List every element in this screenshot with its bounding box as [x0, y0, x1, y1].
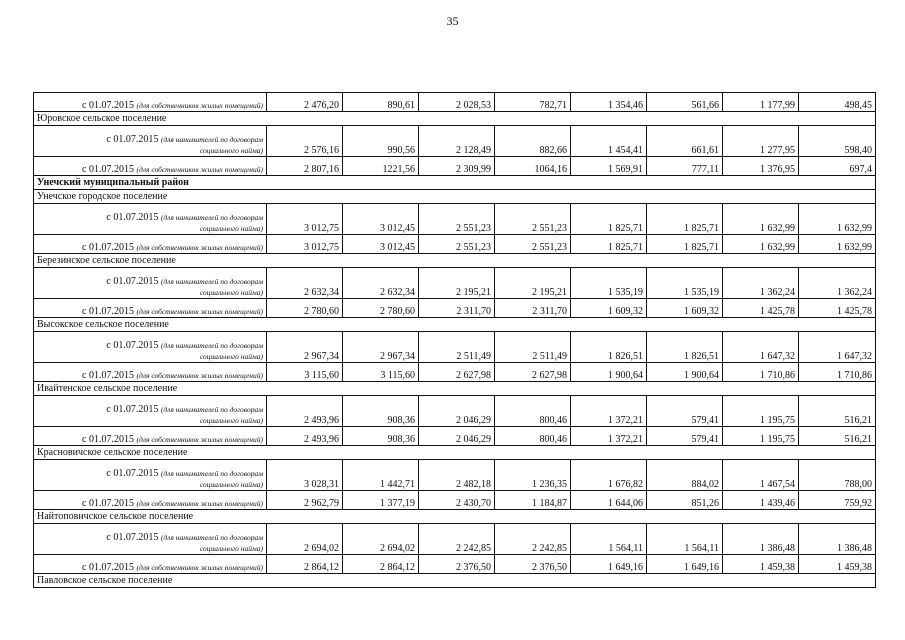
value-cell: 1 632,99 [799, 204, 876, 235]
district-title: Унечский муниципальный район [34, 176, 876, 190]
row-label-line1 [37, 532, 263, 543]
row-label [34, 524, 267, 555]
district-row [34, 176, 876, 190]
table-body [34, 93, 876, 588]
value-cell: 2 576,16 [267, 126, 343, 157]
table-row [34, 491, 876, 510]
table-row [34, 555, 876, 574]
table-row [34, 299, 876, 318]
value-cell: 2 807,16 [267, 157, 343, 176]
value-cell: 2 128,49 [419, 126, 495, 157]
row-label-date: с 01.07.2015 [106, 340, 159, 351]
value-cell: 1 459,38 [799, 555, 876, 574]
value-cell: 1 236,35 [495, 460, 571, 491]
value-cell: 1 609,32 [647, 299, 723, 318]
row-label-date: с 01.07.2015 [106, 532, 159, 543]
value-cell: 1 277,95 [723, 126, 799, 157]
value-cell: 2 864,12 [267, 555, 343, 574]
value-cell: 2 046,29 [419, 396, 495, 427]
value-cell: 3 115,60 [267, 363, 343, 382]
value-cell: 777,11 [647, 157, 723, 176]
value-cell: 598,40 [799, 126, 876, 157]
value-cell: 1 442,71 [343, 460, 419, 491]
table-row [34, 396, 876, 427]
row-label-note: (для собственников жилых помещений) [136, 243, 263, 252]
row-label-date: с 01.07.2015 [82, 434, 134, 445]
table-row [34, 524, 876, 555]
value-cell: 1 184,87 [495, 491, 571, 510]
value-cell: 1 362,24 [799, 268, 876, 299]
value-cell: 2 627,98 [419, 363, 495, 382]
table-row [34, 93, 876, 112]
value-cell: 3 012,75 [267, 204, 343, 235]
row-label-line1 [37, 468, 263, 479]
value-cell: 2 780,60 [267, 299, 343, 318]
row-label-note: (для нанимателей по договорам [160, 135, 263, 144]
value-cell: 2 694,02 [343, 524, 419, 555]
value-cell: 579,41 [647, 396, 723, 427]
row-label-note: (для собственников жилых помещений) [136, 563, 263, 572]
row-label [34, 93, 267, 112]
value-cell: 1 826,51 [647, 332, 723, 363]
value-cell: 851,26 [647, 491, 723, 510]
row-label [34, 460, 267, 491]
value-cell: 788,00 [799, 460, 876, 491]
row-label [34, 157, 267, 176]
value-cell: 2 632,34 [267, 268, 343, 299]
section-row [34, 254, 876, 268]
value-cell: 1 439,46 [723, 491, 799, 510]
value-cell: 3 012,45 [343, 235, 419, 254]
section-row [34, 574, 876, 588]
row-label-line1 [37, 404, 263, 415]
row-label-note: (для собственников жилых помещений) [136, 307, 263, 316]
section-row [34, 112, 876, 126]
value-cell: 2 476,20 [267, 93, 343, 112]
value-cell: 2 195,21 [419, 268, 495, 299]
row-label [34, 491, 267, 510]
value-cell: 1221,56 [343, 157, 419, 176]
page-number: 35 [446, 14, 459, 28]
value-cell: 1 425,78 [799, 299, 876, 318]
value-cell: 1 535,19 [647, 268, 723, 299]
table-row [34, 268, 876, 299]
row-label-note: (для собственников жилых помещений) [136, 101, 263, 110]
value-cell: 2 694,02 [267, 524, 343, 555]
value-cell: 1 632,99 [723, 235, 799, 254]
value-cell: 2 195,21 [495, 268, 571, 299]
value-cell: 2 551,23 [495, 235, 571, 254]
value-cell: 990,56 [343, 126, 419, 157]
section-row [34, 446, 876, 460]
row-label-note: (для собственников жилых помещений) [136, 371, 263, 380]
value-cell: 1 609,32 [571, 299, 647, 318]
row-label-note-cont: социального найма) [199, 352, 263, 361]
row-label-note-cont: социального найма) [199, 544, 263, 553]
value-cell: 908,36 [343, 396, 419, 427]
value-cell: 1 900,64 [571, 363, 647, 382]
row-label-date: с 01.07.2015 [82, 164, 134, 175]
row-label-note-cont: социального найма) [199, 480, 263, 489]
value-cell: 1 177,99 [723, 93, 799, 112]
value-cell: 2 311,70 [495, 299, 571, 318]
row-label-date: с 01.07.2015 [82, 562, 134, 573]
value-cell: 1 564,11 [571, 524, 647, 555]
value-cell: 2 376,50 [419, 555, 495, 574]
value-cell: 661,61 [647, 126, 723, 157]
value-cell: 890,61 [343, 93, 419, 112]
value-cell: 3 115,60 [343, 363, 419, 382]
value-cell: 2 511,49 [495, 332, 571, 363]
row-label-date: с 01.07.2015 [106, 134, 159, 145]
row-label [34, 555, 267, 574]
value-cell: 1064,16 [495, 157, 571, 176]
value-cell: 2 376,50 [495, 555, 571, 574]
value-cell: 1 386,48 [799, 524, 876, 555]
row-label [34, 332, 267, 363]
value-cell: 2 242,85 [495, 524, 571, 555]
row-label-note: (для нанимателей по договорам [160, 213, 263, 222]
row-label-date: с 01.07.2015 [106, 212, 159, 223]
value-cell: 1 564,11 [647, 524, 723, 555]
row-label-line1 [37, 340, 263, 351]
value-cell: 1 467,54 [723, 460, 799, 491]
value-cell: 2 967,34 [267, 332, 343, 363]
value-cell: 1 386,48 [723, 524, 799, 555]
value-cell: 2 311,70 [419, 299, 495, 318]
value-cell: 2 551,23 [419, 204, 495, 235]
value-cell: 2 967,34 [343, 332, 419, 363]
settlement-title: Ивайтенское сельское поселение [34, 382, 876, 396]
settlement-title: Унечское городское поселение [34, 190, 876, 204]
value-cell: 1 900,64 [647, 363, 723, 382]
row-label-line1 [37, 134, 263, 145]
section-row [34, 190, 876, 204]
value-cell: 882,66 [495, 126, 571, 157]
value-cell: 2 632,34 [343, 268, 419, 299]
value-cell: 1 362,24 [723, 268, 799, 299]
value-cell: 516,21 [799, 396, 876, 427]
row-label-note-cont: социального найма) [199, 146, 263, 155]
value-cell: 1 195,75 [723, 427, 799, 446]
table-row [34, 332, 876, 363]
settlement-title: Павловское сельское поселение [34, 574, 876, 588]
value-cell: 2 430,70 [419, 491, 495, 510]
value-cell: 800,46 [495, 427, 571, 446]
row-label-date: с 01.07.2015 [106, 276, 159, 287]
value-cell: 908,36 [343, 427, 419, 446]
row-label [34, 204, 267, 235]
row-label-date: с 01.07.2015 [82, 100, 134, 111]
value-cell: 2 242,85 [419, 524, 495, 555]
value-cell: 759,92 [799, 491, 876, 510]
value-cell: 2 864,12 [343, 555, 419, 574]
value-cell: 1 825,71 [647, 235, 723, 254]
row-label-note: (для собственников жилых помещений) [136, 435, 263, 444]
section-row [34, 510, 876, 524]
settlement-title: Высокское сельское поселение [34, 318, 876, 332]
value-cell: 1 644,06 [571, 491, 647, 510]
value-cell: 1 647,32 [799, 332, 876, 363]
row-label-note: (для нанимателей по договорам [160, 277, 263, 286]
table-row [34, 427, 876, 446]
value-cell: 1 676,82 [571, 460, 647, 491]
value-cell: 498,45 [799, 93, 876, 112]
row-label-date: с 01.07.2015 [82, 306, 134, 317]
value-cell: 2 493,96 [267, 396, 343, 427]
settlement-title: Березинское сельское поселение [34, 254, 876, 268]
table-row [34, 460, 876, 491]
row-label-note: (для нанимателей по договорам [160, 405, 263, 414]
row-label [34, 299, 267, 318]
table-row [34, 204, 876, 235]
row-label [34, 363, 267, 382]
row-label [34, 268, 267, 299]
row-label-date: с 01.07.2015 [82, 498, 134, 509]
value-cell: 1 825,71 [647, 204, 723, 235]
value-cell: 1 647,32 [723, 332, 799, 363]
value-cell: 1 826,51 [571, 332, 647, 363]
value-cell: 1 377,19 [343, 491, 419, 510]
row-label-note-cont: социального найма) [199, 288, 263, 297]
value-cell: 1 372,21 [571, 396, 647, 427]
row-label-date: с 01.07.2015 [106, 468, 159, 479]
table-row [34, 235, 876, 254]
value-cell: 2 511,49 [419, 332, 495, 363]
settlement-title: Юровское сельское поселение [34, 112, 876, 126]
value-cell: 1 454,41 [571, 126, 647, 157]
value-cell: 1 825,71 [571, 235, 647, 254]
value-cell: 1 425,78 [723, 299, 799, 318]
value-cell: 2 309,99 [419, 157, 495, 176]
value-cell: 2 482,18 [419, 460, 495, 491]
row-label [34, 126, 267, 157]
value-cell: 1 372,21 [571, 427, 647, 446]
value-cell: 2 627,98 [495, 363, 571, 382]
value-cell: 697,4 [799, 157, 876, 176]
row-label-note: (для нанимателей по договорам [160, 341, 263, 350]
value-cell: 2 551,23 [495, 204, 571, 235]
value-cell: 516,21 [799, 427, 876, 446]
row-label-note: (для собственников жилых помещений) [136, 499, 263, 508]
row-label [34, 235, 267, 254]
row-label-date: с 01.07.2015 [82, 242, 134, 253]
value-cell: 561,66 [647, 93, 723, 112]
value-cell: 1 632,99 [723, 204, 799, 235]
value-cell: 1 710,86 [723, 363, 799, 382]
section-row [34, 382, 876, 396]
row-label-note-cont: социального найма) [199, 224, 263, 233]
tariff-table [33, 92, 876, 588]
value-cell: 884,02 [647, 460, 723, 491]
value-cell: 1 354,46 [571, 93, 647, 112]
value-cell: 2 028,53 [419, 93, 495, 112]
value-cell: 2 493,96 [267, 427, 343, 446]
row-label-date: с 01.07.2015 [106, 404, 159, 415]
row-label-note-cont: социального найма) [199, 416, 263, 425]
row-label-line1 [37, 212, 263, 223]
row-label-date: с 01.07.2015 [82, 370, 134, 381]
value-cell: 3 012,45 [343, 204, 419, 235]
value-cell: 1 459,38 [723, 555, 799, 574]
value-cell: 1 825,71 [571, 204, 647, 235]
row-label-note: (для нанимателей по договорам [160, 533, 263, 542]
value-cell: 3 028,31 [267, 460, 343, 491]
row-label-line1 [37, 276, 263, 287]
table-row [34, 126, 876, 157]
value-cell: 782,71 [495, 93, 571, 112]
value-cell: 2 551,23 [419, 235, 495, 254]
value-cell: 2 780,60 [343, 299, 419, 318]
settlement-title: Красновичское сельское поселение [34, 446, 876, 460]
row-label [34, 427, 267, 446]
value-cell: 1 710,86 [799, 363, 876, 382]
settlement-title: Найтоповичское сельское поселение [34, 510, 876, 524]
value-cell: 1 376,95 [723, 157, 799, 176]
value-cell: 1 632,99 [799, 235, 876, 254]
value-cell: 1 535,19 [571, 268, 647, 299]
section-row [34, 318, 876, 332]
value-cell: 1 649,16 [647, 555, 723, 574]
value-cell: 1 649,16 [571, 555, 647, 574]
value-cell: 3 012,75 [267, 235, 343, 254]
value-cell: 800,46 [495, 396, 571, 427]
value-cell: 1 569,91 [571, 157, 647, 176]
value-cell: 1 195,75 [723, 396, 799, 427]
table-row [34, 157, 876, 176]
row-label-note: (для собственников жилых помещений) [136, 165, 263, 174]
value-cell: 579,41 [647, 427, 723, 446]
row-label [34, 396, 267, 427]
row-label-note: (для нанимателей по договорам [160, 469, 263, 478]
value-cell: 2 962,79 [267, 491, 343, 510]
value-cell: 2 046,29 [419, 427, 495, 446]
table-row [34, 363, 876, 382]
